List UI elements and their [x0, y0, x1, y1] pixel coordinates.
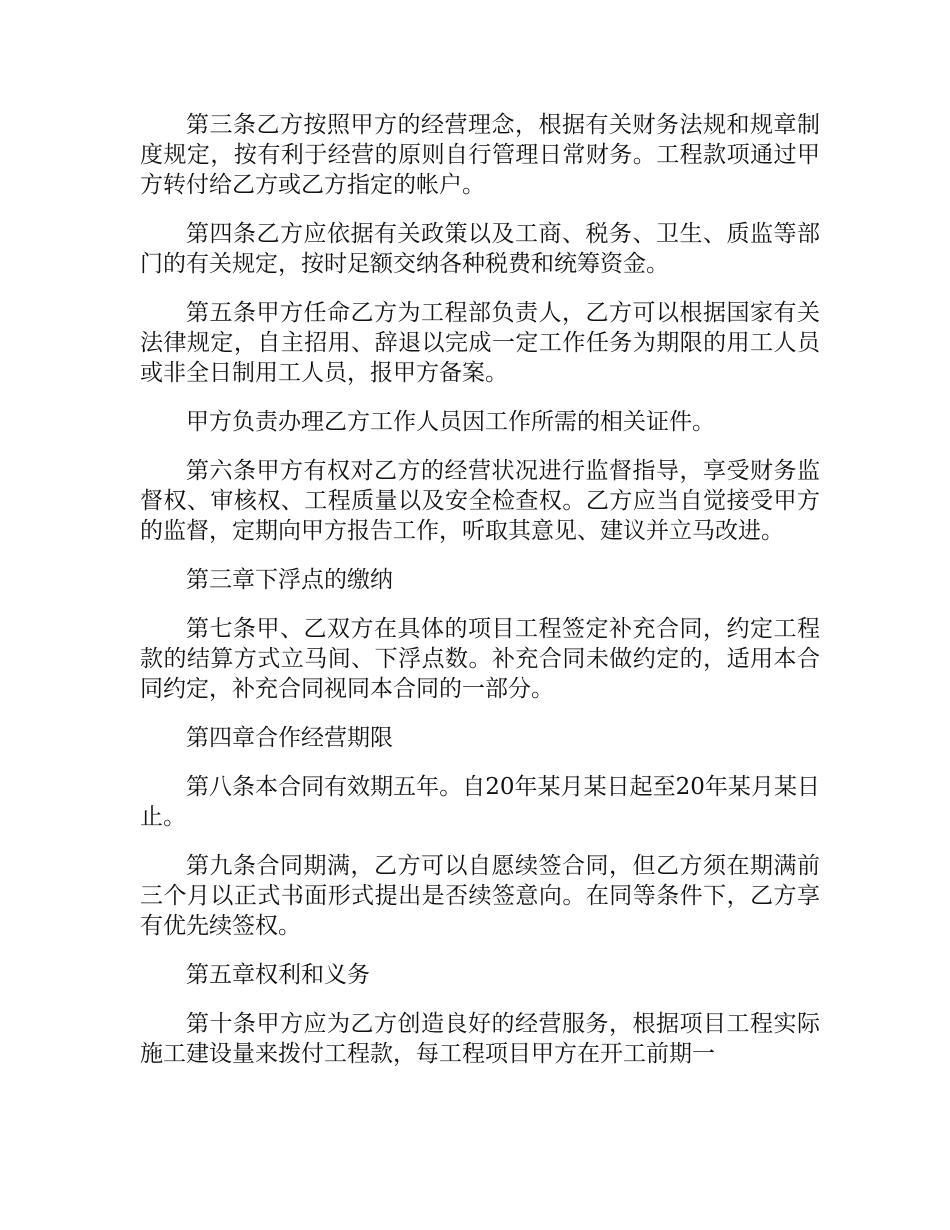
article-3-paragraph: 第三条乙方按照甲方的经营理念，根据有关财务法规和规章制度规定，按有利于经营的原则自行管理日常财务。工程款项通过甲方转付给乙方或乙方指定的帐户。 — [140, 112, 820, 198]
article-6-paragraph: 第六条甲方有权对乙方的经营状况进行监督指导，享受财务监督权、审核权、工程质量以及安全检查权。乙方应当自觉接受甲方的监督，定期向甲方报告工作，听取其意见、建议并立马改进。 — [140, 458, 820, 544]
article-5-supplement-paragraph: 甲方负责办理乙方工作人员因工作所需的相关证件。 — [186, 409, 715, 435]
article-4-paragraph: 第四条乙方应依据有关政策以及工商、税务、卫生、质监等部门的有关规定，按时足额交纳各种税费和统筹资金。 — [140, 221, 820, 277]
article-10-paragraph: 第十条甲方应为乙方创造良好的经营服务，根据项目工程实际施工建设量来拨付工程款，每工程项目甲方在开工前期一 — [140, 1011, 820, 1067]
article-5-paragraph: 第五条甲方任命乙方为工程部负责人，乙方可以根据国家有关法律规定，自主招用、辞退以完成一定工作任务为期限的用工人员或非全日制用工人员，报甲方备案。 — [140, 300, 820, 386]
article-9-paragraph: 第九条合同期满，乙方可以自愿续签合同，但乙方须在期满前三个月以正式书面形式提出是否续签意向。在同等条件下，乙方享有优先续签权。 — [140, 853, 820, 939]
chapter-4-heading: 第四章合作经营期限 — [186, 725, 393, 751]
article-7-paragraph: 第七条甲、乙双方在具体的项目工程签定补充合同，约定工程款的结算方式立马间、下浮点数。补充合同未做约定的，适用本合同约定，补充合同视同本合同的一部分。 — [140, 616, 820, 702]
article-8-paragraph: 第八条本合同有效期五年。自20年某月某日起至20年某月某日止。 — [140, 774, 820, 830]
document-page — [140, 110, 820, 1088]
chapter-3-heading: 第三章下浮点的缴纳 — [186, 567, 393, 593]
chapter-5-heading: 第五章权利和义务 — [186, 962, 370, 988]
